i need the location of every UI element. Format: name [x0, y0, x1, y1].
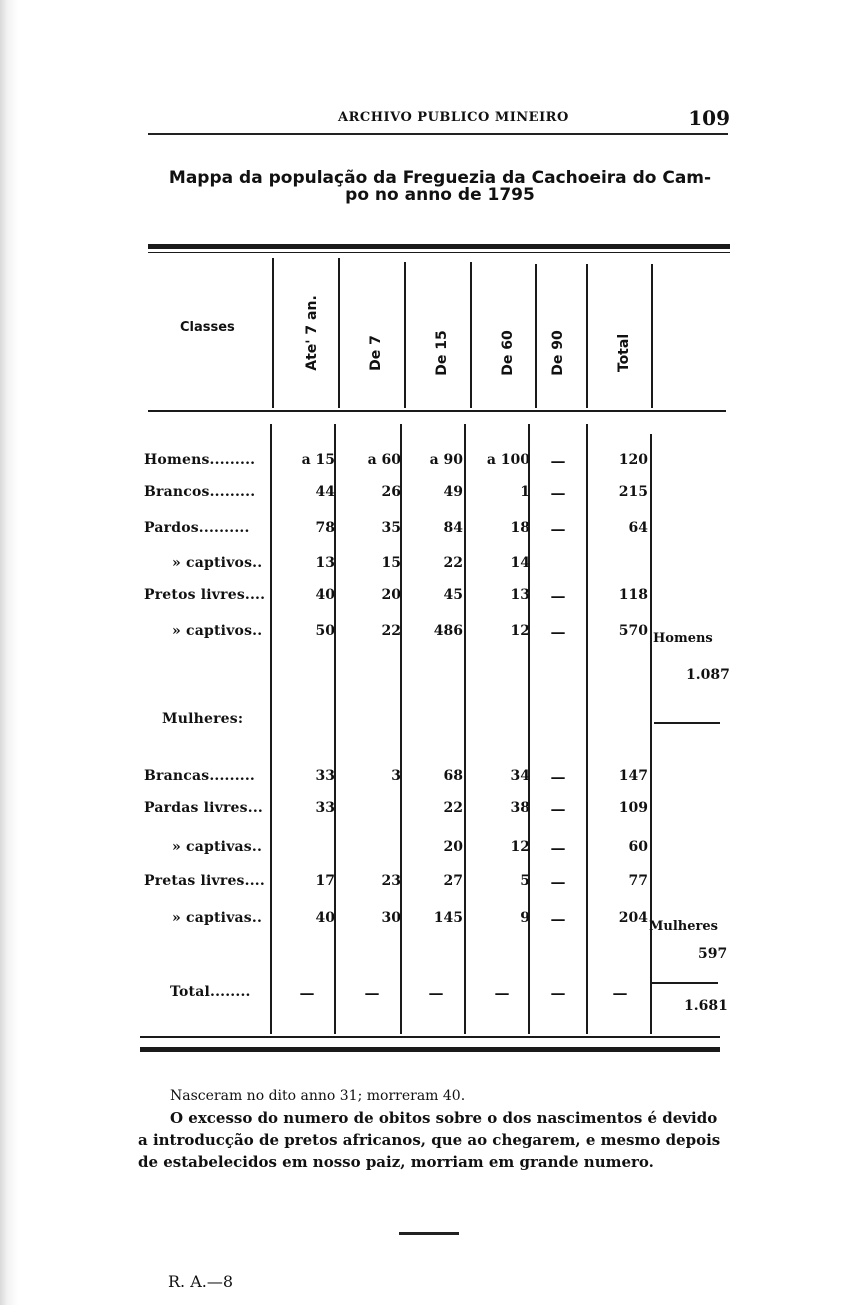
- cell-age-60: 12: [510, 839, 530, 855]
- cell-age-0-7: 40: [315, 587, 335, 603]
- row-label: Pretos livres....: [144, 587, 266, 603]
- cell-age-60: 14: [510, 555, 530, 571]
- dash-cell-age-90: —: [550, 452, 566, 470]
- cell-age-0-7: 44: [315, 484, 335, 500]
- title-line-2: po no anno de 1795: [345, 185, 535, 205]
- cell-age-60: 9: [520, 910, 530, 926]
- col-header-age-90: De 90: [550, 330, 566, 376]
- dash-cell-age-90: —: [550, 484, 566, 502]
- row-label: Pardos..........: [144, 520, 250, 536]
- cell-age-7: 20: [381, 587, 401, 603]
- row-label: » captivas..: [172, 910, 263, 926]
- dash-cell-total: —: [612, 984, 628, 1002]
- dash-cell-age-90: —: [550, 873, 566, 891]
- dash-cell-age-90: —: [550, 984, 566, 1002]
- dash-cell-age-90: —: [550, 520, 566, 538]
- col-header-age-15: De 15: [434, 330, 450, 376]
- col-sep: [270, 424, 272, 1034]
- col-sep: [272, 258, 274, 408]
- table-bottom-rule: [140, 1036, 720, 1038]
- cell-age-15: 22: [443, 555, 463, 571]
- cell-age-15: 27: [443, 873, 463, 889]
- col-sep: [651, 264, 653, 408]
- cell-age-15: 20: [443, 839, 463, 855]
- notes-block: [138, 1085, 728, 1173]
- col-sep: [404, 262, 406, 408]
- cell-age-7: 35: [381, 520, 401, 536]
- cell-total: 60: [628, 839, 648, 855]
- cell-age-60: 13: [510, 587, 530, 603]
- classes-header: Classes: [180, 320, 235, 335]
- cell-age-7: a 60: [367, 452, 401, 468]
- header-bottom-rule: [148, 410, 726, 412]
- col-sep: [650, 434, 652, 1034]
- cell-age-60: 38: [510, 800, 530, 816]
- col-sep: [586, 264, 588, 408]
- births-deaths-note: Nasceram no dito anno 31; morreram 40.: [170, 1088, 466, 1104]
- dash-cell-age-90: —: [550, 910, 566, 928]
- row-label: Homens.........: [144, 452, 256, 468]
- col-sep: [464, 424, 466, 1034]
- cell-age-0-7: 17: [315, 873, 335, 889]
- cell-age-0-7: 13: [315, 555, 335, 571]
- col-header-age-60: De 60: [500, 330, 516, 376]
- closing-rule: [399, 1232, 459, 1235]
- cell-age-60: 12: [510, 623, 530, 639]
- col-sep: [535, 264, 537, 408]
- cell-age-7: 26: [381, 484, 401, 500]
- cell-age-60: 5: [520, 873, 530, 889]
- row-label: Pretas livres....: [144, 873, 265, 889]
- cell-total: 120: [618, 452, 648, 468]
- cell-age-15: 45: [443, 587, 463, 603]
- men-summary-label: Homens: [653, 631, 713, 646]
- col-sep: [586, 424, 588, 1034]
- col-sep: [400, 424, 402, 1034]
- col-sep: [470, 262, 472, 408]
- cell-age-60: a 100: [486, 452, 530, 468]
- col-sep: [334, 424, 336, 1034]
- cell-age-0-7: 33: [315, 800, 335, 816]
- row-label: Brancas.........: [144, 768, 256, 784]
- row-label: Pardas livres...: [144, 800, 263, 816]
- cell-age-0-7: 78: [315, 520, 335, 536]
- cell-total: 147: [618, 768, 648, 784]
- row-label: Brancos.........: [144, 484, 256, 500]
- dash-cell-age-90: —: [550, 839, 566, 857]
- title-line-1: Mappa da população da Freguezia da Cachoeira do Cam-: [168, 168, 712, 188]
- row-label: » captivos..: [172, 623, 263, 639]
- row-label: Mulheres:: [162, 711, 244, 727]
- cell-age-15: a 90: [429, 452, 463, 468]
- row-label: » captivos..: [172, 555, 263, 571]
- dash-cell-age-7: —: [364, 984, 380, 1002]
- cell-age-7: 30: [381, 910, 401, 926]
- row-label: Total........: [170, 984, 251, 1000]
- cell-age-0-7: 33: [315, 768, 335, 784]
- cell-age-7: 15: [381, 555, 401, 571]
- cell-age-0-7: 40: [315, 910, 335, 926]
- cell-age-60: 18: [510, 520, 530, 536]
- cell-age-60: 1: [520, 484, 530, 500]
- cell-age-15: 49: [443, 484, 463, 500]
- col-header-age-7: De 7: [368, 335, 384, 371]
- table-top-rule: [148, 244, 730, 249]
- col-header-age-0-7: Ate' 7 an.: [304, 295, 320, 371]
- page-number: 109: [688, 106, 730, 130]
- summary-rule: [652, 982, 718, 984]
- cell-total: 118: [618, 587, 648, 603]
- row-label: » captivas..: [172, 839, 263, 855]
- cell-total: 570: [618, 623, 648, 639]
- summary-rule: [654, 722, 720, 724]
- cell-total: 215: [618, 484, 648, 500]
- dash-cell-age-60: —: [494, 984, 510, 1002]
- col-header-total: Total: [616, 333, 632, 373]
- cell-total: 64: [628, 520, 648, 536]
- explanatory-paragraph: O excesso do numero de obitos sobre o dos nascimentos é devido a introducção de pretos africanos, que ao chegarem, e mesmo depois de estabelecidos em nosso paiz, morriam em grande numero.: [138, 1109, 721, 1171]
- cell-age-7: 22: [381, 623, 401, 639]
- cell-age-15: 145: [433, 910, 463, 926]
- cell-age-7: 3: [391, 768, 401, 784]
- cell-age-15: 68: [443, 768, 463, 784]
- dash-cell-age-0-7: —: [299, 984, 315, 1002]
- cell-age-15: 486: [433, 623, 463, 639]
- cell-age-15: 22: [443, 800, 463, 816]
- dash-cell-age-90: —: [550, 800, 566, 818]
- dash-cell-age-90: —: [550, 623, 566, 641]
- cell-total: 109: [618, 800, 648, 816]
- cell-total: 204: [618, 910, 648, 926]
- cell-total: 77: [628, 873, 648, 889]
- women-summary-value: 597: [698, 946, 728, 962]
- cell-age-0-7: a 15: [301, 452, 335, 468]
- dash-cell-age-15: —: [428, 984, 444, 1002]
- signature-mark: R. A.—8: [168, 1272, 234, 1291]
- dash-cell-age-90: —: [550, 587, 566, 605]
- table-top-rule-thin: [148, 252, 730, 253]
- men-summary-value: 1.087: [686, 667, 730, 683]
- cell-age-0-7: 50: [315, 623, 335, 639]
- dash-cell-age-90: —: [550, 768, 566, 786]
- cell-age-60: 34: [510, 768, 530, 784]
- grand-total-value: 1.681: [684, 998, 728, 1014]
- table-bottom-rule-thick: [140, 1047, 720, 1052]
- running-title: ARCHIVO PUBLICO MINEIRO: [338, 110, 569, 125]
- cell-age-7: 23: [381, 873, 401, 889]
- col-sep: [528, 424, 530, 1034]
- women-summary-label: Mulheres: [649, 919, 718, 934]
- col-sep: [338, 258, 340, 408]
- cell-age-15: 84: [443, 520, 463, 536]
